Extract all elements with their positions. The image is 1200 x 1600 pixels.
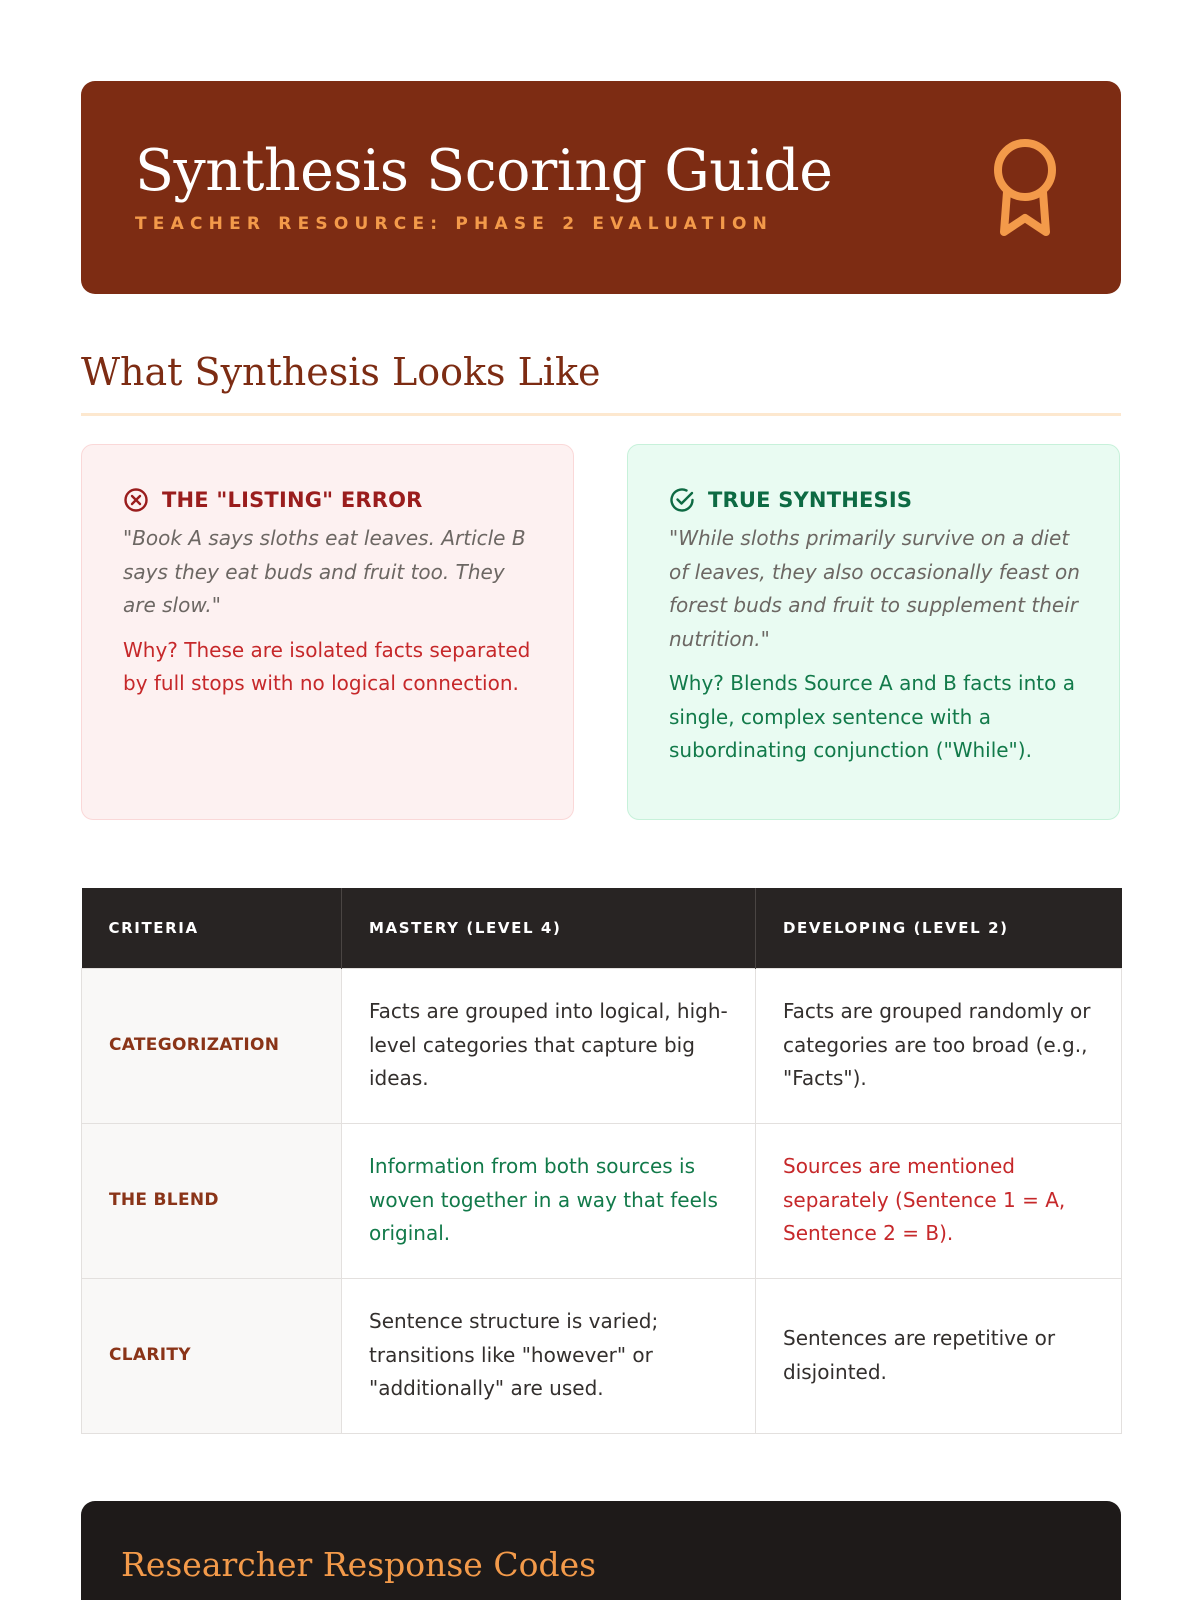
- table-row: [82, 968, 1122, 1123]
- listing-error-why: Why? These are isolated facts separated by full stops with no logical connection.: [123, 637, 531, 695]
- section-title: What Synthesis Looks Like: [81, 350, 601, 394]
- true-synthesis-quote: "While sloths primarily survive on a diet of leaves, they also occasionally feast on forest buds and fruit to supplement their nutrition.": [669, 526, 1080, 651]
- scoring-rubric-table: [81, 888, 1122, 1434]
- true-synthesis-heading: [669, 487, 1081, 513]
- criteria-cell: CATEGORIZATION: [82, 968, 342, 1123]
- check-circle-icon: [669, 487, 695, 513]
- column-header-criteria: CRITERIA: [82, 888, 342, 968]
- page-title: Synthesis Scoring Guide: [135, 138, 833, 204]
- x-circle-icon: [123, 487, 149, 513]
- listing-error-heading: [123, 487, 535, 513]
- table-row: [82, 1278, 1122, 1433]
- mastery-cell: Information from both sources is woven together in a way that feels original.: [342, 1123, 756, 1278]
- mastery-cell: Sentence structure is varied; transitions like "however" or "additionally" are used.: [342, 1278, 756, 1433]
- listing-error-card: [81, 444, 574, 820]
- criteria-cell: CLARITY: [82, 1278, 342, 1433]
- true-synthesis-why: Why? Blends Source A and B facts into a single, complex sentence with a subordinating conjunction ("While").: [669, 671, 1075, 762]
- developing-cell: Facts are grouped randomly or categories are too broad (e.g., "Facts").: [756, 968, 1122, 1123]
- listing-error-title: THE "LISTING" ERROR: [162, 488, 423, 512]
- column-header-developing: DEVELOPING (LEVEL 2): [756, 888, 1122, 968]
- table-row: [82, 1123, 1122, 1278]
- developing-cell: Sentences are repetitive or disjointed.: [756, 1278, 1122, 1433]
- table-header-row: [82, 888, 1122, 968]
- true-synthesis-card: [627, 444, 1120, 820]
- page-subtitle: TEACHER RESOURCE: PHASE 2 EVALUATION: [135, 214, 774, 234]
- criteria-cell: THE BLEND: [82, 1123, 342, 1278]
- header-banner: [81, 81, 1121, 294]
- listing-error-quote: "Book A says sloths eat leaves. Article B says they eat buds and fruit too. They are slow.": [123, 526, 526, 617]
- response-codes-title: Researcher Response Codes: [121, 1545, 597, 1584]
- true-synthesis-title: TRUE SYNTHESIS: [708, 488, 913, 512]
- response-codes-panel: [81, 1501, 1121, 1600]
- mastery-cell: Facts are grouped into logical, high-level categories that capture big ideas.: [342, 968, 756, 1123]
- section-divider: [81, 413, 1121, 416]
- column-header-mastery: MASTERY (LEVEL 4): [342, 888, 756, 968]
- developing-cell: Sources are mentioned separately (Sentence 1 = A, Sentence 2 = B).: [756, 1123, 1122, 1278]
- award-ribbon-icon: [981, 136, 1069, 241]
